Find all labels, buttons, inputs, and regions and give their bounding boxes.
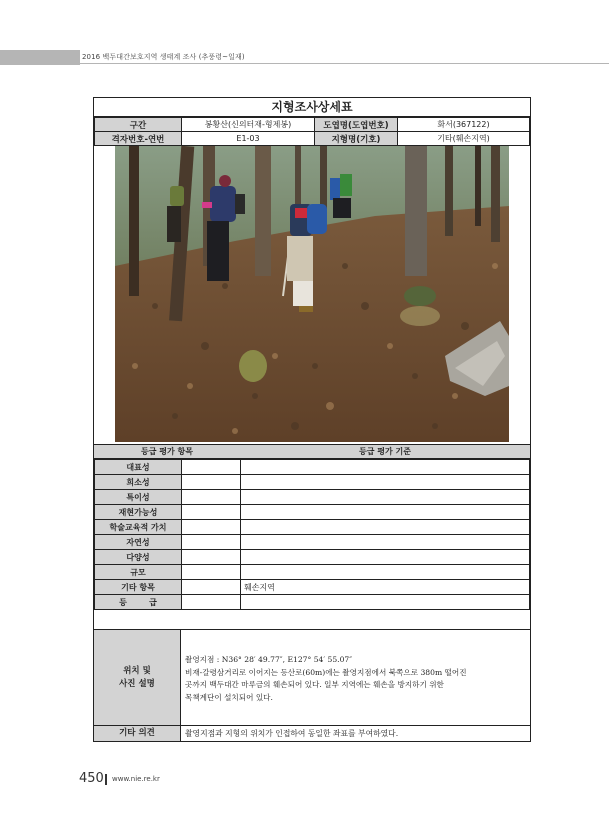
grid-number-label: 격자번호-연번 <box>95 132 182 146</box>
grading-criteria-cell <box>241 535 530 550</box>
survey-sheet <box>93 97 531 742</box>
info-row-section <box>95 118 530 132</box>
info-table <box>94 117 530 146</box>
landform-value: 기타(훼손지역) <box>398 132 530 146</box>
grading-row <box>95 550 530 565</box>
grading-row <box>95 475 530 490</box>
grading-criteria-cell: 훼손지역 <box>241 580 530 595</box>
grading-criteria-cell <box>241 565 530 580</box>
description-line: 목책계단이 설치되어 있다. <box>185 692 273 702</box>
grading-grade-cell <box>182 550 241 565</box>
grading-item-label: 규모 <box>95 565 182 580</box>
grading-item-label: 다양성 <box>95 550 182 565</box>
grading-criteria-header: 등급 평가 기준 <box>359 447 411 456</box>
grading-item-label: 기타 항목 <box>95 580 182 595</box>
grading-criteria-cell <box>241 490 530 505</box>
grading-header <box>94 444 530 459</box>
grading-row <box>95 505 530 520</box>
field-photo <box>115 146 509 442</box>
grading-criteria-cell <box>241 550 530 565</box>
grading-item-label: 재현가능성 <box>95 505 182 520</box>
forest-slope-photo <box>115 146 509 442</box>
grading-grade-cell <box>182 505 241 520</box>
grading-grade-cell <box>182 490 241 505</box>
sheet-title: 지형조사상세표 <box>94 98 530 117</box>
grading-row <box>95 490 530 505</box>
location-section <box>94 629 530 726</box>
location-label-line1: 위치 및 <box>123 665 151 676</box>
grading-criteria-cell <box>241 505 530 520</box>
grading-item-label: 자연성 <box>95 535 182 550</box>
grading-criteria-cell <box>241 460 530 475</box>
other-opinion-label: 기타 의견 <box>94 726 181 741</box>
shooting-coordinates: 촬영지점 : N36° 28′ 49.77″, E127° 54′ 55.07″ <box>185 655 353 664</box>
grading-table <box>94 459 530 610</box>
grading-row <box>95 580 530 595</box>
grading-row <box>95 565 530 580</box>
info-row-grid <box>95 132 530 146</box>
description-line: 비재-갈령삼거리로 이어지는 등산로(60m)에는 촬영지점에서 북쪽으로 380m 떨어진 <box>185 667 467 677</box>
section-label: 구간 <box>95 118 182 132</box>
grading-row <box>95 520 530 535</box>
header-tab <box>0 50 80 65</box>
grading-grade-cell <box>182 520 241 535</box>
location-label <box>94 630 181 725</box>
grading-criteria-cell <box>241 595 530 610</box>
map-sheet-label: 도엽명(도엽번호) <box>315 118 398 132</box>
grading-item-label: 특이성 <box>95 490 182 505</box>
running-title: 2016 백두대간보호지역 생태계 조사 (추풍령~일재) <box>82 53 245 61</box>
grading-criteria-cell <box>241 520 530 535</box>
grading-criteria-cell <box>241 475 530 490</box>
grading-item-label: 대표성 <box>95 460 182 475</box>
grading-row <box>95 460 530 475</box>
grading-grade-cell <box>182 565 241 580</box>
grading-grade-cell <box>182 460 241 475</box>
footer-separator <box>105 774 107 785</box>
description-line: 곳까지 백두대간 마루금의 훼손되어 있다. 일부 지역에는 훼손을 방지하기 위한 <box>185 680 444 689</box>
running-header <box>0 50 609 65</box>
grading-item-header: 등급 평가 항목 <box>141 447 193 456</box>
section-value: 봉황산(신의터재-형제봉) <box>182 118 315 132</box>
grading-item-label: 학술교육적 가치 <box>95 520 182 535</box>
grading-grade-cell <box>182 595 241 610</box>
grading-grade-cell <box>182 580 241 595</box>
footer-url: www.nie.re.kr <box>112 775 160 783</box>
grid-number-value: E1-03 <box>182 132 315 146</box>
page-number: 450 <box>79 771 104 786</box>
landform-label: 지형명(기호) <box>315 132 398 146</box>
grading-item-label: 등 급 <box>95 595 182 610</box>
grading-row <box>95 535 530 550</box>
grading-grade-cell <box>182 475 241 490</box>
grading-grade-cell <box>182 535 241 550</box>
map-sheet-value: 화서(367122) <box>398 118 530 132</box>
header-rule <box>80 63 609 64</box>
grading-item-label: 희소성 <box>95 475 182 490</box>
location-label-line2: 사진 설명 <box>119 678 155 689</box>
location-description <box>185 654 522 704</box>
other-opinion-text: 촬영지점과 지형의 위치가 인접하여 동일한 좌표를 부여하였다. <box>185 729 399 738</box>
grading-row <box>95 595 530 610</box>
other-opinion-section <box>94 726 530 741</box>
